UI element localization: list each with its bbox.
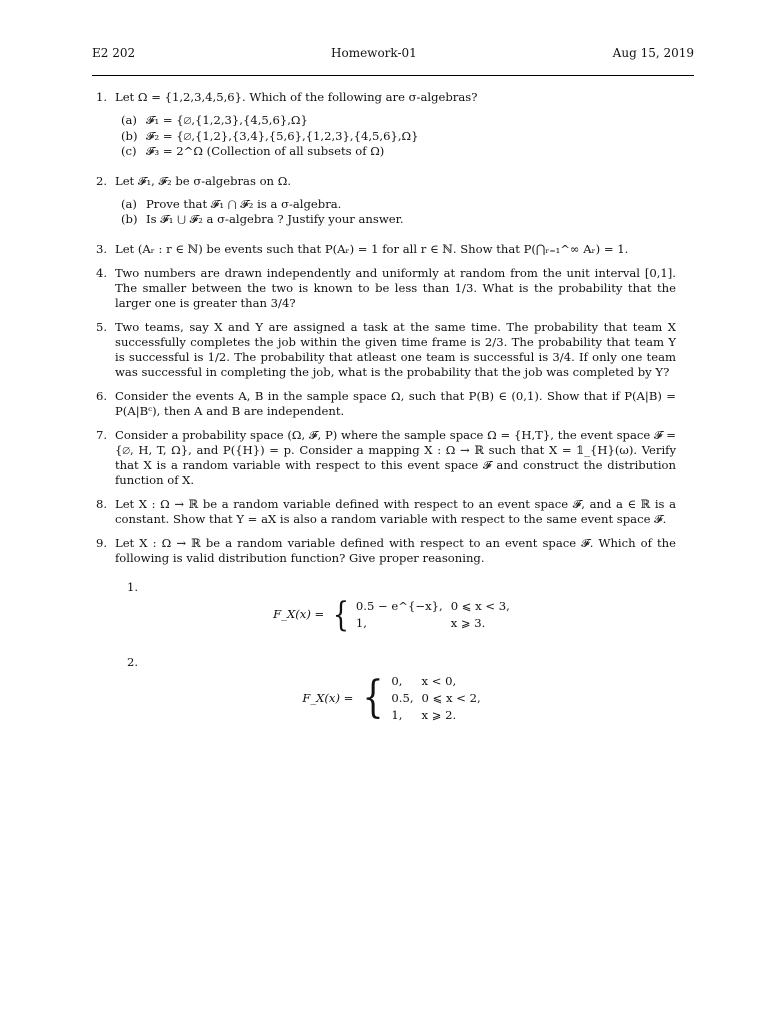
subpart-label: (a) — [121, 196, 137, 211]
equation-number: 1. — [127, 579, 139, 594]
case-expr: 0.5, — [391, 690, 414, 705]
case-row — [391, 691, 486, 706]
case-condition: x ⩾ 2. — [421, 707, 457, 722]
problem-9 — [96, 536, 676, 725]
document-title: Homework-01 — [331, 46, 417, 60]
problem-number: 9. — [96, 535, 108, 550]
subpart-text: Prove that 𝓕₁ ⋂ 𝓕₂ is a σ-algebra. — [146, 196, 342, 211]
cases-table — [389, 672, 488, 725]
subpart-label: (b) — [121, 212, 138, 226]
problem-text: Consider the events A, B in the sample space Ω, such that P(B) ∈ (0,1). Show that if P(A|B) = P(A|Bᶜ), then A and B are independent. — [115, 388, 676, 418]
case-expr: 1, — [355, 615, 367, 630]
case-expr: 1, — [391, 707, 403, 722]
equation-lhs: F_X(x) = — [302, 690, 354, 705]
problem-list — [96, 90, 676, 747]
subpart-text: Is 𝓕₁ ⋃ 𝓕₂ a σ-algebra ? Justify your answer. — [146, 212, 404, 226]
problem-text: Two teams, say X and Y are assigned a task at the same time. The probability that team X successfully completes the job within the given time frame is 2/3. The probability that team Y is successful is 1/2. The probability that atleast one team is successful is 3/4. If only one team was successful in completing the job, what is the probability that the job was completed by Y? — [115, 319, 676, 379]
problem-5 — [96, 320, 676, 380]
equation-lhs: F_X(x) = — [273, 607, 325, 621]
problem-6 — [96, 389, 676, 419]
subpart-text: 𝓕₂ = {∅,{1,2},{3,4},{5,6},{1,2,3},{4,5,6},Ω} — [146, 128, 419, 143]
problem-text: Let (Aᵣ : r ∈ ℕ) be events such that P(Aᵣ) = 1 for all r ∈ ℕ. Show that P(⋂ᵣ₌₁^∞ Aᵣ) = 1. — [115, 241, 629, 256]
subpart — [121, 129, 676, 145]
header-rule — [92, 75, 694, 76]
case-condition: x ⩾ 3. — [450, 615, 486, 630]
case-expr: 0.5 − e^{−x}, — [355, 598, 443, 613]
case-row — [391, 674, 486, 689]
piecewise-function — [115, 594, 676, 635]
problem-number: 8. — [96, 496, 108, 511]
problem-1 — [96, 90, 676, 160]
problem-number: 1. — [96, 90, 108, 104]
subpart — [121, 113, 676, 129]
case-row — [356, 616, 516, 631]
problem-text: Let X : Ω → ℝ be a random variable defined with respect to an event space 𝓕, and a ∈ ℝ is a constant. Show that Y = aX is also a random variable with respect to the same event space 𝓕. — [115, 496, 676, 526]
problem-number: 5. — [96, 319, 108, 334]
problem-text: Let 𝓕₁, 𝓕₂ be σ-algebras on Ω. — [115, 173, 292, 188]
problem-text: Consider a probability space (Ω, 𝓕, P) where the sample space Ω = {H,T}, the event space 𝓕 = {∅, H, T, Ω}, and P({H}) = p. Consider a mapping X : Ω → ℝ such that X = 𝟙_{H}(ω). Verify that X is a random variable with respect to this event space 𝓕 and construct the distribution function of X. — [115, 427, 676, 487]
problem-text: Let X : Ω → ℝ be a random variable defined with respect to an event space 𝓕. Which of the following is valid distribution function? Give proper reasoning. — [115, 535, 676, 565]
case-row — [356, 599, 516, 614]
problem-number: 7. — [96, 427, 108, 442]
problem-number: 4. — [96, 265, 108, 280]
piecewise-function — [115, 672, 676, 725]
problem-3 — [96, 242, 676, 257]
case-expr: 0, — [391, 673, 403, 688]
problem-number: 6. — [96, 388, 108, 403]
left-brace: { — [332, 594, 350, 635]
subpart-label: (a) — [121, 113, 137, 127]
left-brace: { — [362, 672, 384, 723]
subpart — [121, 212, 676, 228]
course-code: E2 202 — [92, 46, 136, 60]
subpart — [121, 144, 676, 160]
subpart-text: 𝓕₃ = 2^Ω (Collection of all subsets of Ω) — [146, 144, 385, 158]
case-condition: 0 ⩽ x < 3, — [450, 598, 510, 613]
case-condition: x < 0, — [421, 673, 457, 688]
problem-number: 2. — [96, 173, 108, 188]
subpart-label: (c) — [121, 144, 137, 158]
subpart-label: (b) — [121, 128, 138, 143]
page-header — [92, 46, 694, 60]
subpart — [121, 197, 676, 213]
problem-text: Let Ω = {1,2,3,4,5,6}. Which of the following are σ-algebras? — [115, 90, 478, 104]
problem-2 — [96, 174, 676, 228]
problem-number: 3. — [96, 241, 108, 256]
document-date: Aug 15, 2019 — [612, 46, 694, 60]
problem-text: Two numbers are drawn independently and uniformly at random from the unit interval [0,1]. The smaller between the two is known to be less than 1/3. What is the probability that the larger one is greater than 3/4? — [115, 265, 676, 310]
equation-option-2 — [115, 655, 676, 725]
problem-8 — [96, 497, 676, 527]
case-row — [391, 708, 486, 723]
equation-number: 2. — [127, 654, 139, 669]
problem-4 — [96, 266, 676, 311]
equation-option-1 — [115, 580, 676, 633]
problem-7 — [96, 428, 676, 488]
subpart-text: 𝓕₁ = {∅,{1,2,3},{4,5,6},Ω} — [146, 113, 308, 127]
cases-table — [354, 597, 518, 633]
case-condition: 0 ⩽ x < 2, — [421, 690, 481, 705]
